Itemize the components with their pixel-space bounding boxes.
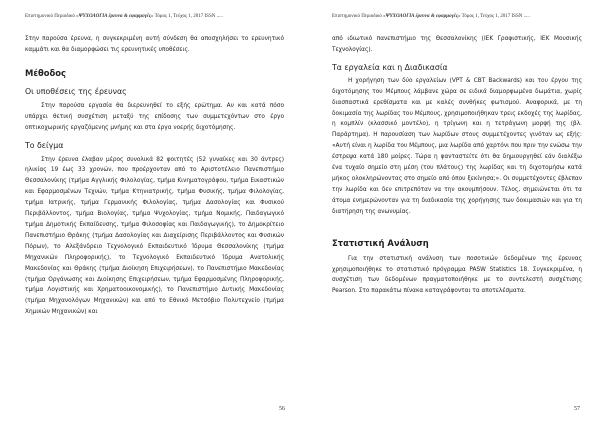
running-head-journal: Επιστημονικό Περιοδικό « <box>25 14 79 19</box>
running-head <box>332 14 582 19</box>
right-page <box>300 0 600 424</box>
sample-heading: Το δείγμα <box>25 140 64 150</box>
tools-paragraph: Η χορήγηση των δύο εργαλείων (VPT & CBT Backwards) και του έργου της διχοτόμησης του Μέμπους λάμβανε χώρα σε ειδικά διαμορφωμένα δωμάτια, χωρίς διασπαστικά ερεθίσματα και με καλές συνθήκες φωτισμού. Αναφορικά, με τη δοκιμασία της λωρίδας του Μέμπους, χρησιμοποιήθηκαν τρεις εκδοχές της λωρίδας, η κομπλίν (κλασσικό μοντέλο), η τρίγωνη και η τετράγωνη μορφή της (βλ. Παράρτημα). Η παρουσίαση των λωρίδων στους συμμετέχοντες γινόταν ως εξής: «Αυτή είναι η λωρίδα του Μέμπους, μια λωρίδα από χαρτόνι που πριν την ενώσω την έστρεψα κατά 180 μοίρες. Τώρα η φανταστείτε ότι θα δημιουργηθεί εάν διαλέξω ένα τυχαίο σημείο στη μέση (του πλάτους) της λωρίδας και τη διχοτομήσω κατά μήκος ολοκληρώνοντας στο σημείο από όπου ξεκίνησα;». Οι συμμετέχοντες έβλεπαν την λωρίδα και δεν επιτρεπόταν να την ακουμπήσουν. Τέλος, σημειώνεται ότι τα άτομα ενημερώνονταν για τη διαδικασία της χορήγησης των δοκιμασιών και για τη διατήρηση της ανωνυμίας. <box>332 77 582 215</box>
running-head <box>25 14 284 19</box>
tools-heading: Τα εργαλεία και η Διαδικασία <box>332 62 448 72</box>
running-head-journal: Επιστημονικό Περιοδικό « <box>332 14 386 19</box>
running-head-journal-title: ΨΥΧΟΛΟΓΙΑ έρευνα & εφαρμογές <box>385 14 458 19</box>
sample-paragraph: Στην έρευνα έλαβαν μέρος συνολικά 82 φοιτητές (52 γυναίκες και 30 άντρες) ηλικίας 19 έως 33 χρονών, που προέρχονταν από το Αριστοτέλειο Πανεπιστήμιο Θεσσαλονίκης (τμήμα Αγγλικής Φιλολογίας, τμήμα Κινηματογράφου, τμήμα Εικαστικών και Εφαρμοσμένων Τεχνών, τμήμα Κτηνιατρικής, τμήμα Φυσικής, τμήμα Φιλολογίας, τμήμα Ιατρικής, τμήμα Γερμανικής Φιλολογίας, τμήμα Δασολογίας και Φυσικού Περιβάλλοντος, τμήμα Βιολογίας, τμήμα Ψυχολογίας, τμήμα Νομικής, Παιδαγωγικό τμήμα Δημοτικής Εκπαίδευσης, τμήμα Φιλοσοφίας και Παιδαγωγικής), το Δημοκρίτειο Πανεπιστήμιο Θράκης (τμήμα Δασολογίας και Διαχείρισης Περιβάλλοντος και Φυσικών Πόρων), το Αλεξάνδρειο Τεχνολογικό Εκπαιδευτικό Ίδρυμα Θεσσαλονίκης (τμήμα Μηχανικών Πληροφορικής), το Τεχνολογικό Εκπαιδευτικό Ίδρυμα Ανατολικής Μακεδονίας και Θράκης (τμήμα Διοίκηση Επιχειρήσεων), το Πανεπιστήμιο Μακεδονίας (τμήμα Οργάνωσης και Διοίκησης Επιχειρήσεων, τμήμα Εφαρμοσμένης Πληροφορικής, τμήμα Λογιστικής και Χρηματοοικονομικής), το Πανεπιστήμιο Δυτικής Μακεδονίας (τμήμα Μηχανολόγων Μηχανικών) και από το Εθνικό Μετσόβιο Πολυτεχνείο (τμήμα Χημικών Μηχανικών) και <box>25 156 284 316</box>
running-head-issue: » Τόμος 1, Τεύχος 1, 2017 ISSN ..... <box>457 14 530 19</box>
method-heading: Μέθοδος <box>25 67 66 78</box>
continuation-paragraph: από ιδιωτικό πανεπιστήμιο της Θεσσαλονίκης (ΙΕΚ Γραφιστικής, ΙΕΚ Μουσικής Τεχνολογίας). <box>332 36 582 53</box>
running-head-journal-title: ΨΥΧΟΛΟΓΙΑ έρευνα & εφαρμογές <box>78 14 151 19</box>
page-number: 56 <box>279 406 285 412</box>
running-head-issue: » Τόμος 1, Τεύχος 1, 2017 ISSN ..... <box>150 14 223 19</box>
intro-paragraph: Στην παρούσα έρευνα, η συγκεκριμένη αυτή σύνδεση θα αποσχηλήσει το ερευνητικό καμμάτι και θα διαμορφώσει τις ερευνητικές υποθέσεις. <box>25 36 284 53</box>
stats-heading: Στατιστική Ανάλυση <box>332 237 429 248</box>
page-number: 57 <box>574 406 580 412</box>
hypotheses-heading: Οι υποθέσεις της έρευνας <box>25 86 127 96</box>
hypotheses-paragraph: Στην παρούσα εργασία θα διερευνηθεί το εξής ερώτημα. Αν και κατά πόσο υπάρχει θετική συσχέτιση μεταξύ της επίδοσης των συμμετεχόντων στο έργο οπτικοχωρικής εργαζόμενης μνήμης και στα έργα νοερής διχοτόμησης. <box>25 102 284 131</box>
stats-paragraph: Για την στατιστική ανάλυση των ποσοτικών δεδομένων της έρευνας χρησιμοποιήθηκε το στατιστικό πρόγραμμα PASW Statistics 18. Συγκεκριμένα, η συσχέτιση των δεδομένων πραγματοποιήθηκε με το συντελεστή συσχέτισης Pearson. Στο παρακάτω πίνακα καταγράφονται τα αποτελέσματα. <box>332 255 582 295</box>
